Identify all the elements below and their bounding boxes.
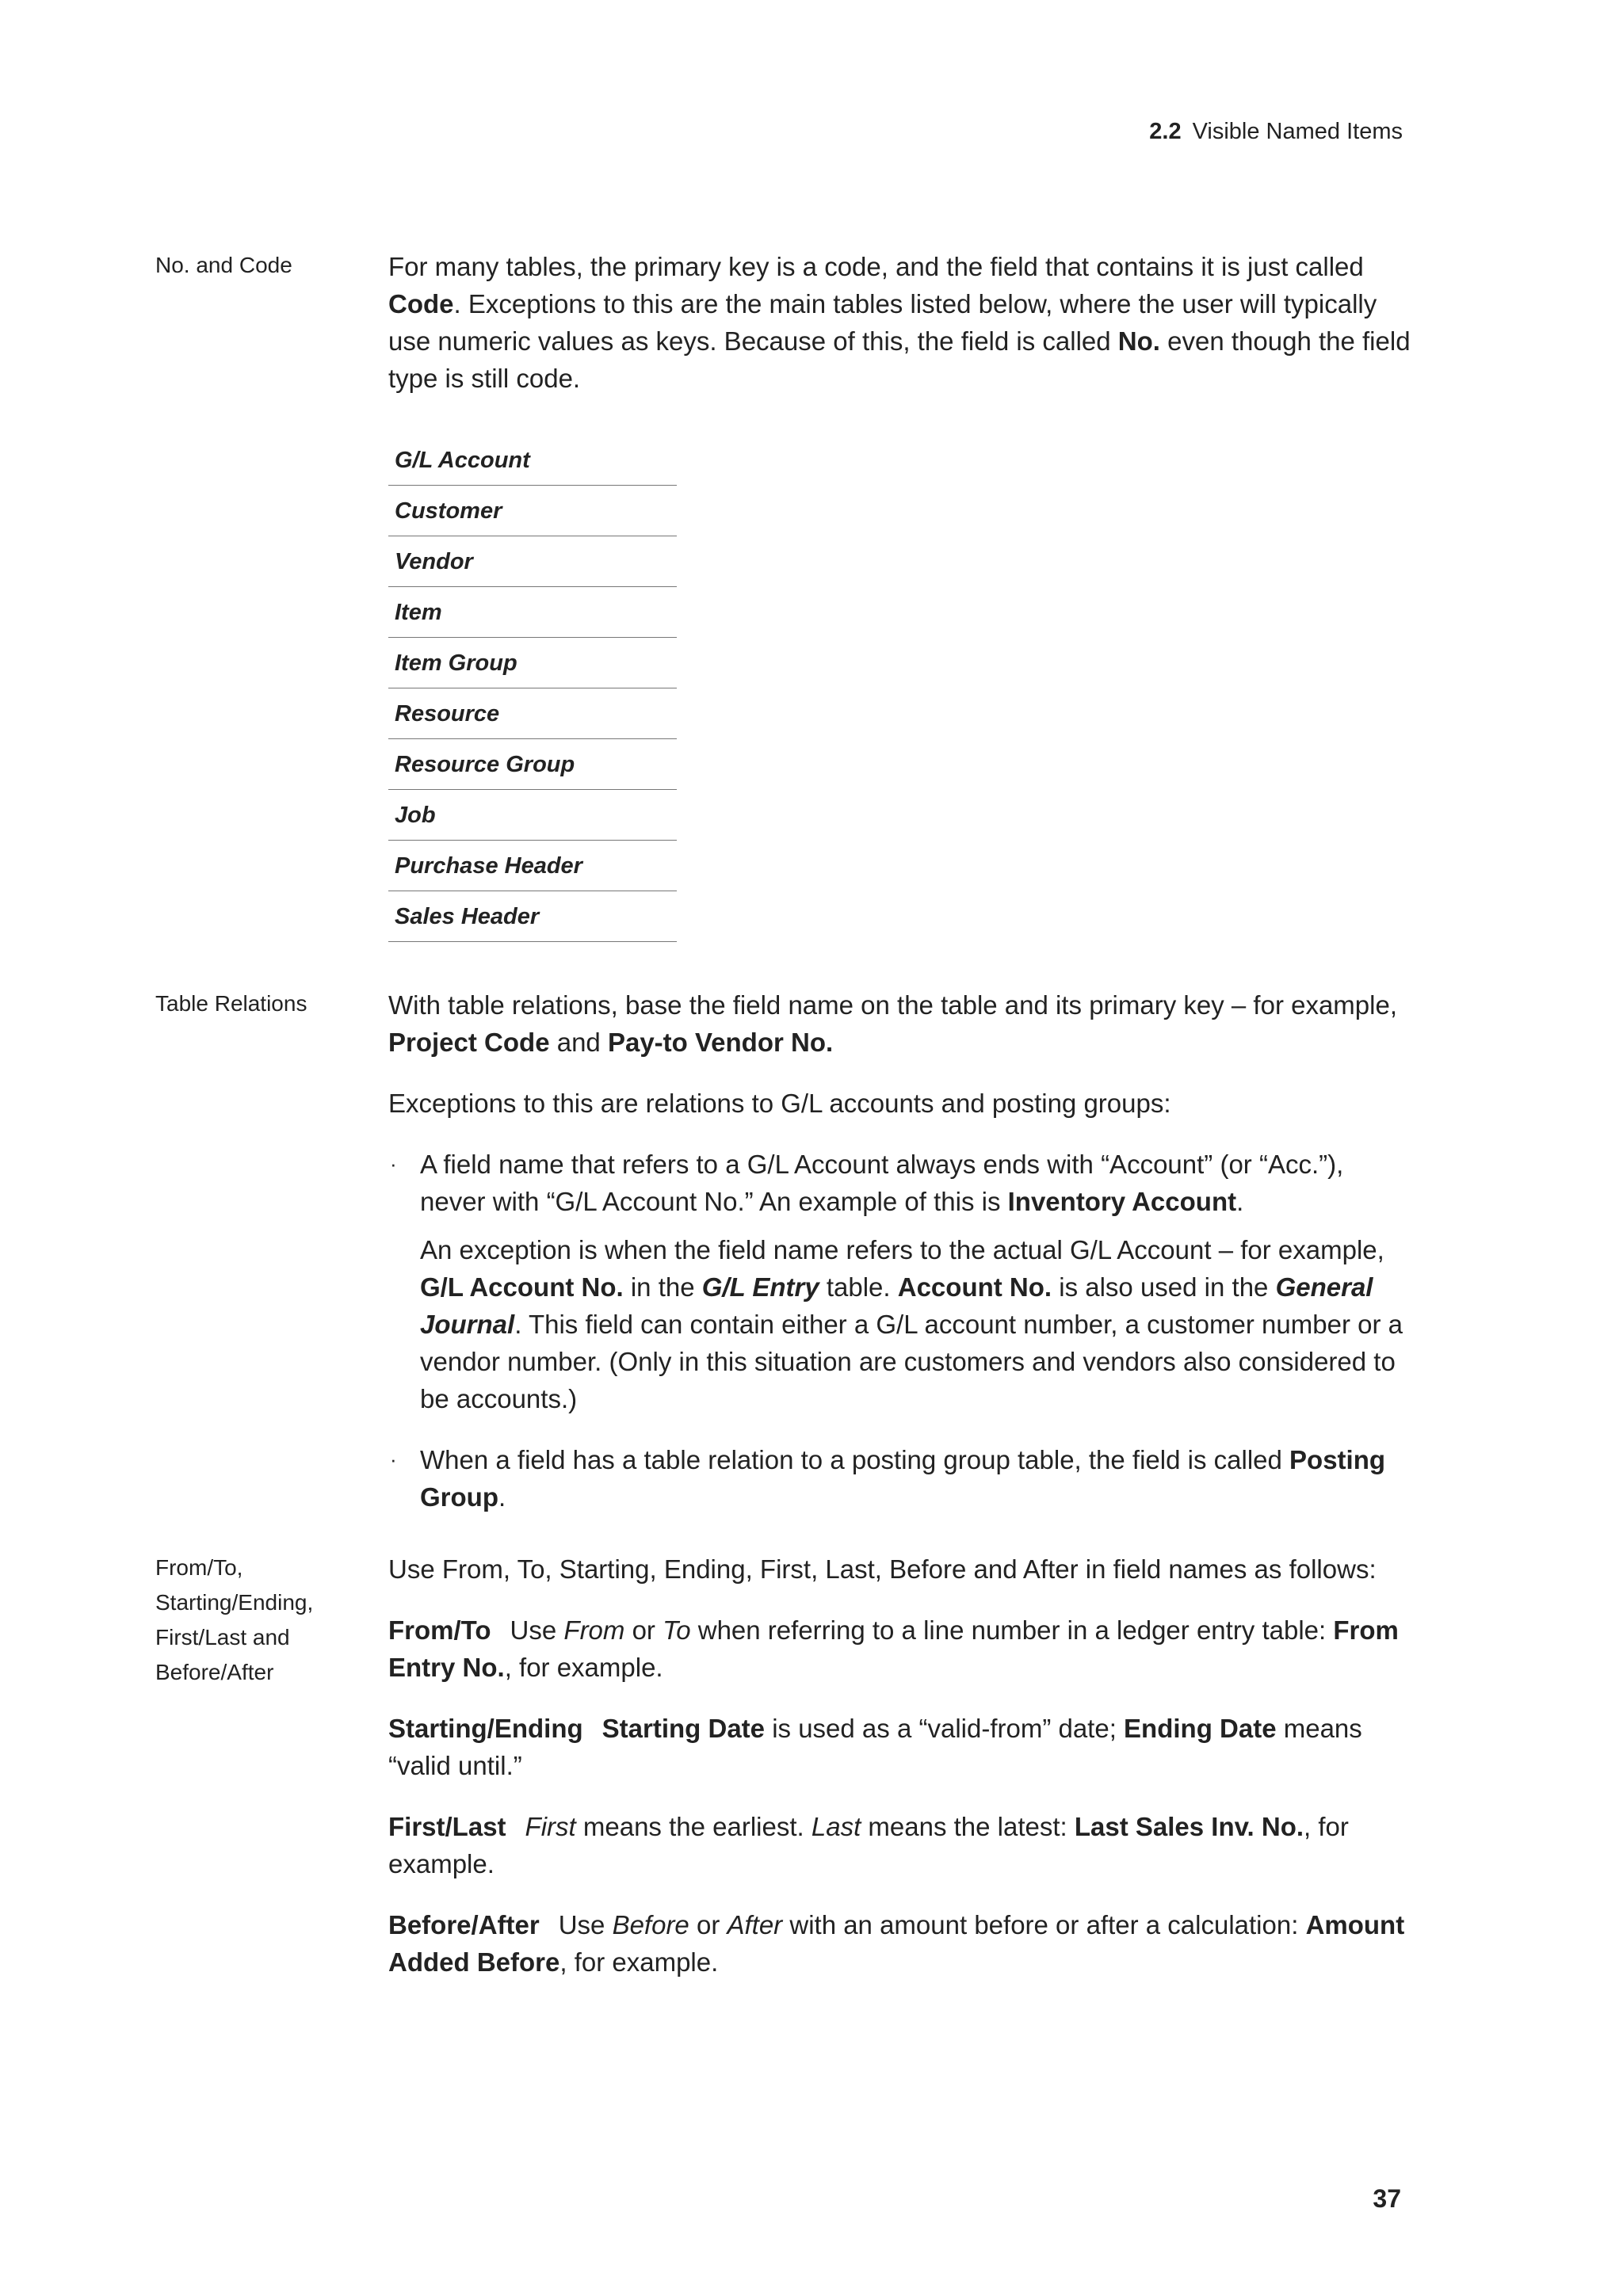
text-run: Before bbox=[612, 1910, 689, 1939]
from-to-body bbox=[388, 1550, 1411, 2004]
table-relations-body bbox=[388, 986, 1411, 1539]
bullet-paragraph bbox=[420, 1231, 1411, 1417]
bullet-dot: · bbox=[390, 1152, 397, 1176]
term-code: Code bbox=[388, 289, 454, 318]
text-run: is used as a “valid-from” date; bbox=[765, 1714, 1125, 1743]
text-run: , for example. bbox=[504, 1653, 663, 1682]
text-run: Use bbox=[510, 1615, 564, 1645]
term-gl-account-no: G/L Account No. bbox=[420, 1272, 624, 1302]
text-run: table. bbox=[819, 1272, 898, 1302]
text-run: means the earliest. bbox=[575, 1812, 812, 1841]
term-heading: Starting/Ending bbox=[388, 1714, 583, 1743]
text-run: with an amount before or after a calculation: bbox=[782, 1910, 1306, 1939]
text-run: . This field can contain either a G/L account number, a customer number or a vendor number. (Only in this situation are customers and vendors also considered to be accounts.) bbox=[420, 1310, 1403, 1413]
text-run: Use bbox=[558, 1910, 613, 1939]
term-pay-to-vendor-no: Pay-to Vendor No. bbox=[607, 1028, 834, 1057]
before-after-definition bbox=[388, 1906, 1411, 1981]
text-run: When a field has a table relation to a posting group table, the field is called bbox=[420, 1445, 1290, 1474]
term-project-code: Project Code bbox=[388, 1028, 550, 1057]
side-label-line: Before/After bbox=[155, 1660, 274, 1684]
term-heading: Before/After bbox=[388, 1910, 540, 1939]
table-relations-exceptions: Exceptions to this are relations to G/L accounts and posting groups: bbox=[388, 1089, 1171, 1118]
text-run: even though the field type is still code. bbox=[388, 326, 1411, 393]
running-header bbox=[1149, 119, 1403, 145]
text-run: From bbox=[563, 1615, 625, 1645]
term-from-entry-no: From Entry No. bbox=[388, 1615, 1399, 1682]
text-run: is also used in the bbox=[1052, 1272, 1276, 1302]
text-run: . bbox=[1236, 1187, 1244, 1216]
table-relations-intro bbox=[388, 986, 1411, 1061]
side-label-table-relations: Table Relations bbox=[155, 991, 307, 1016]
text-run: when referring to a line number in a ledger entry table: bbox=[690, 1615, 1334, 1645]
bullet-dot: · bbox=[390, 1447, 397, 1471]
text-run: With table relations, base the field name on the table and its primary key – for example, bbox=[388, 990, 1397, 1020]
no-and-code-body bbox=[388, 248, 1411, 942]
from-to-definition bbox=[388, 1611, 1411, 1686]
term-general-journal: General Journal bbox=[420, 1272, 1373, 1339]
text-run: . bbox=[498, 1482, 506, 1512]
text-run: First bbox=[525, 1812, 576, 1841]
side-label-from-to bbox=[155, 1550, 346, 1690]
side-label-line: Starting/Ending, bbox=[155, 1590, 314, 1615]
side-label-line: From/To, bbox=[155, 1555, 243, 1580]
table-row: Resource Group bbox=[388, 739, 677, 790]
side-label-no-and-code: No. and Code bbox=[155, 253, 292, 277]
table-row: Purchase Header bbox=[388, 841, 677, 891]
text-run: For many tables, the primary key is a code, and the field that contains it is just called bbox=[388, 252, 1364, 281]
text-run: After bbox=[727, 1910, 783, 1939]
term-gl-entry: G/L Entry bbox=[701, 1272, 819, 1302]
text-run: , for example. bbox=[559, 1947, 719, 1977]
text-run: , for example. bbox=[388, 1812, 1349, 1878]
term-heading: From/To bbox=[388, 1615, 491, 1645]
term-inventory-account: Inventory Account bbox=[1007, 1187, 1237, 1216]
table-row: Customer bbox=[388, 486, 677, 536]
text-run: means “valid until.” bbox=[388, 1714, 1362, 1780]
section-number: 2.2 bbox=[1149, 119, 1182, 144]
bullet-paragraph bbox=[420, 1441, 1411, 1516]
text-run: A field name that refers to a G/L Account always ends with “Account” (or “Acc.”), never with “G/L Account No.” An example of this is bbox=[420, 1150, 1344, 1216]
term-starting-date: Starting Date bbox=[601, 1714, 766, 1743]
text-run: means the latest: bbox=[861, 1812, 1075, 1841]
term-account-no: Account No. bbox=[897, 1272, 1052, 1302]
text-run: in the bbox=[623, 1272, 702, 1302]
text-run: Last bbox=[811, 1812, 861, 1841]
table-row: Item Group bbox=[388, 638, 677, 688]
table-row: G/L Account bbox=[388, 435, 677, 486]
term-posting-group: Posting Group bbox=[420, 1445, 1386, 1512]
bullet-item bbox=[388, 1441, 1411, 1516]
section-title: Visible Named Items bbox=[1192, 119, 1403, 144]
bullet-paragraph bbox=[420, 1146, 1411, 1220]
table-row: Vendor bbox=[388, 536, 677, 587]
table-row: Item bbox=[388, 587, 677, 638]
term-ending-date: Ending Date bbox=[1124, 1714, 1277, 1743]
no-and-code-paragraph bbox=[388, 248, 1411, 397]
page-number: 37 bbox=[1373, 2184, 1401, 2213]
table-row: Sales Header bbox=[388, 891, 677, 942]
term-heading: First/Last bbox=[388, 1812, 506, 1841]
term-no: No. bbox=[1117, 326, 1160, 356]
text-run: or bbox=[689, 1910, 727, 1939]
term-last-sales-inv-no: Last Sales Inv. No. bbox=[1074, 1812, 1304, 1841]
text-run: or bbox=[624, 1615, 663, 1645]
from-to-intro: Use From, To, Starting, Ending, First, Last, Before and After in field names as follows: bbox=[388, 1554, 1377, 1584]
table-row: Job bbox=[388, 790, 677, 841]
starting-ending-definition bbox=[388, 1710, 1411, 1784]
first-last-definition bbox=[388, 1808, 1411, 1882]
bullet-item bbox=[388, 1146, 1411, 1417]
main-tables-list bbox=[388, 435, 677, 942]
term-amount-added-before: Amount Added Before bbox=[388, 1910, 1405, 1977]
side-label-line: First/Last and bbox=[155, 1625, 290, 1650]
text-run: . Exceptions to this are the main tables listed below, where the user will typically use numeric values as keys. Because of this, the field is called bbox=[388, 289, 1377, 356]
text-run: To bbox=[663, 1615, 691, 1645]
table-row: Resource bbox=[388, 688, 677, 739]
text-run: and bbox=[549, 1028, 608, 1057]
text-run: An exception is when the field name refers to the actual G/L Account – for example, bbox=[420, 1235, 1384, 1264]
